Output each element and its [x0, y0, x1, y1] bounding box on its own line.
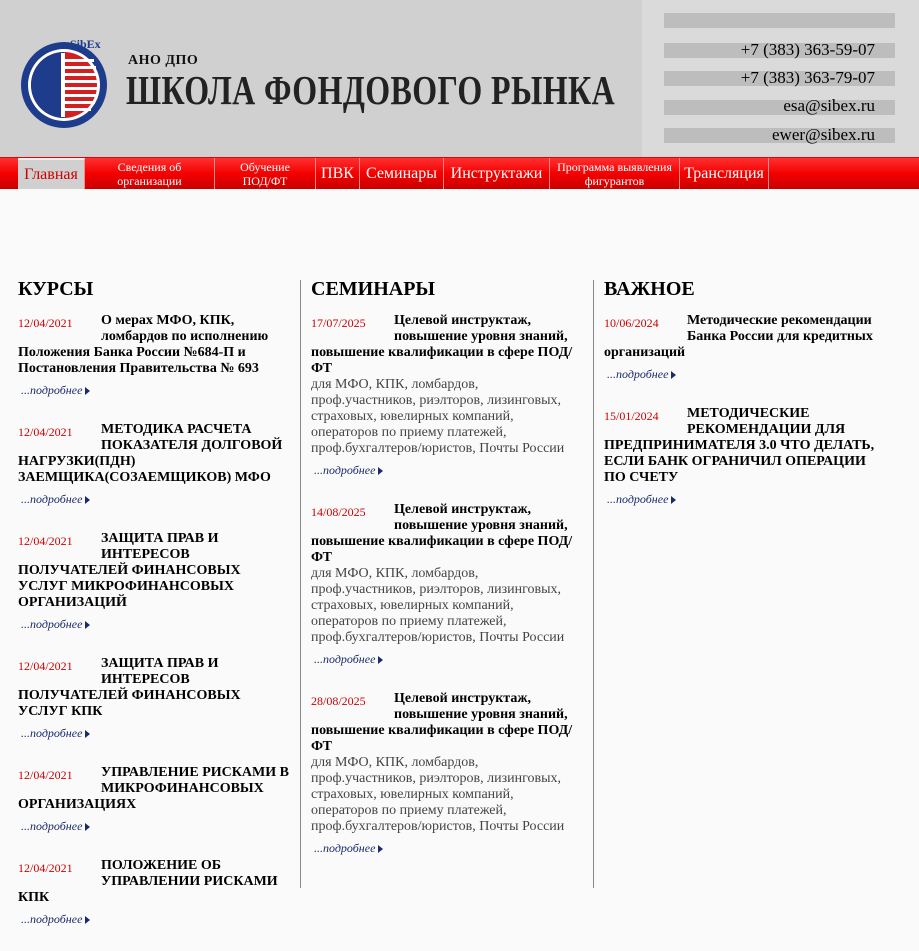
news-date: 15/01/2024 [604, 409, 659, 423]
news-title[interactable]: МЕТОДИКА РАСЧЕТА ПОКАЗАТЕЛЯ ДОЛГОВОЙ НАГРУЗКИ(ПДН) ЗАЕМЩИКА(СОЗАЕМЩИКОВ) МФО [18, 422, 283, 485]
news-title[interactable]: ЗАЩИТА ПРАВ И ИНТЕРЕСОВ ПОЛУЧАТЕЛЕЙ ФИНАНСОВЫХ УСЛУГ МИКРОФИНАНСОВЫХ ОРГАНИЗАЦИЙ [18, 531, 241, 610]
read-more-link[interactable] [21, 383, 290, 398]
read-more-link[interactable] [314, 652, 581, 667]
read-more-label: ...подробнее [21, 819, 83, 833]
important-title: ВАЖНОЕ [604, 278, 695, 300]
read-more-link[interactable] [21, 492, 290, 507]
news-item [18, 531, 290, 632]
logo-text: SibEx [70, 37, 101, 51]
read-more-link[interactable] [21, 912, 290, 927]
news-date: 12/04/2021 [18, 316, 73, 330]
arrow-right-icon [671, 496, 676, 504]
contact-email-2[interactable]: ewer@sibex.ru [772, 125, 875, 144]
news-head [311, 502, 581, 566]
arrow-right-icon [85, 730, 90, 738]
read-more-link[interactable] [607, 367, 876, 382]
news-item [311, 502, 581, 667]
read-more-link[interactable] [21, 819, 290, 834]
news-date: 14/08/2025 [311, 505, 366, 519]
courses-column [18, 278, 290, 951]
read-more-label: ...подробнее [21, 912, 83, 926]
news-description: для МФО, КПК, ломбардов, проф.участников, риэлторов, лизинговых, страховых, ювелирных компаний, операторов по приему платежей, проф.бухгалтеров/юристов, Почты России [311, 377, 565, 456]
important-column [604, 278, 876, 531]
news-item [18, 422, 290, 507]
sibex-logo-icon[interactable] [20, 35, 115, 130]
nav-item-training[interactable]: Обучение ПОД/ФТ [215, 158, 316, 189]
contact-email-1[interactable]: esa@sibex.ru [783, 96, 875, 115]
nav-item-pvk[interactable]: ПВК [316, 158, 360, 189]
read-more-label: ...подробнее [607, 492, 669, 506]
column-divider [593, 280, 594, 888]
news-title[interactable]: О мерах МФО, КПК, ломбардов по исполнению Положения Банка России №684-П и Постановления Правительства № 693 [18, 313, 269, 376]
arrow-right-icon [85, 621, 90, 629]
news-title[interactable]: Целевой инструктаж, повышение уровня знаний, повышение квалификации в сфере ПОД/ФТ [311, 691, 573, 754]
news-item [18, 765, 290, 834]
news-head [604, 313, 876, 361]
news-title[interactable]: УПРАВЛЕНИЕ РИСКАМИ В МИКРОФИНАНСОВЫХ ОРГАНИЗАЦИЯХ [18, 765, 289, 812]
news-item [604, 406, 876, 507]
arrow-right-icon [378, 467, 383, 475]
seminars-column [311, 278, 581, 880]
news-head [18, 313, 290, 377]
nav-item-briefings[interactable]: Инструктажи [444, 158, 550, 189]
news-title[interactable]: МЕТОДИЧЕСКИЕ РЕКОМЕНДАЦИИ ДЛЯ ПРЕДПРИНИМАТЕЛЯ 3.0 ЧТО ДЕЛАТЬ, ЕСЛИ БАНК ОГРАНИЧИЛ ОПЕРАЦИИ ПО СЧЕТУ [604, 406, 875, 485]
news-head [311, 313, 581, 377]
news-date: 12/04/2021 [18, 861, 73, 875]
news-item [18, 656, 290, 741]
news-title[interactable]: Методические рекомендации Банка России для кредитных организаций [604, 313, 873, 360]
header-brand-area [0, 0, 642, 157]
news-title[interactable]: Целевой инструктаж, повышение уровня знаний, повышение квалификации в сфере ПОД/ФТ [311, 502, 573, 565]
news-head [18, 656, 290, 720]
news-head [604, 406, 876, 486]
nav-item-home[interactable]: Главная [18, 158, 85, 189]
news-date: 12/04/2021 [18, 534, 73, 548]
courses-title: КУРСЫ [18, 278, 94, 300]
news-title[interactable]: Целевой инструктаж, повышение уровня знаний, повышение квалификации в сфере ПОД/ФТ [311, 313, 573, 376]
seminars-title: СЕМИНАРЫ [311, 278, 436, 300]
nav-item-screening[interactable]: Программа выявления фигурантов [550, 158, 680, 189]
read-more-label: ...подробнее [21, 492, 83, 506]
read-more-link[interactable] [314, 463, 581, 478]
news-head [18, 858, 290, 906]
courses-list [18, 313, 290, 927]
arrow-right-icon [85, 496, 90, 504]
read-more-link[interactable] [607, 492, 876, 507]
main-nav [0, 157, 919, 189]
read-more-label: ...подробнее [21, 617, 83, 631]
arrow-right-icon [85, 916, 90, 924]
news-head [18, 531, 290, 611]
news-date: 17/07/2025 [311, 316, 366, 330]
read-more-label: ...подробнее [21, 383, 83, 397]
column-divider [300, 280, 301, 888]
news-title[interactable]: ЗАЩИТА ПРАВ И ИНТЕРЕСОВ ПОЛУЧАТЕЛЕЙ ФИНАНСОВЫХ УСЛУГ КПК [18, 656, 241, 719]
news-description: для МФО, КПК, ломбардов, проф.участников, риэлторов, лизинговых, страховых, ювелирных компаний, операторов по приему платежей, проф.бухгалтеров/юристов, Почты России [311, 566, 565, 645]
nav-item-seminars[interactable]: Семинары [360, 158, 444, 189]
seminars-list [311, 313, 581, 856]
news-item [604, 313, 876, 382]
nav-item-about[interactable]: Сведения об организации [85, 158, 215, 189]
news-date: 12/04/2021 [18, 659, 73, 673]
news-title[interactable]: ПОЛОЖЕНИЕ ОБ УПРАВЛЕНИИ РИСКАМИ КПК [18, 858, 278, 905]
news-item [18, 858, 290, 927]
org-name: ШКОЛА ФОНДОВОГО РЫНКА [126, 67, 616, 113]
contact-phone-1: +7 (383) 363-59-07 [740, 40, 875, 59]
news-head [18, 422, 290, 486]
contact-phone-2: +7 (383) 363-79-07 [740, 68, 875, 87]
news-date: 28/08/2025 [311, 694, 366, 708]
news-item [311, 313, 581, 478]
org-type: АНО ДПО [128, 53, 199, 68]
news-item [18, 313, 290, 398]
read-more-link[interactable] [21, 726, 290, 741]
news-date: 12/04/2021 [18, 425, 73, 439]
arrow-right-icon [671, 371, 676, 379]
news-description: для МФО, КПК, ломбардов, проф.участников, риэлторов, лизинговых, страховых, ювелирных компаний, операторов по приему платежей, проф.бухгалтеров/юристов, Почты России [311, 755, 565, 834]
read-more-label: ...подробнее [314, 841, 376, 855]
read-more-link[interactable] [21, 617, 290, 632]
arrow-right-icon [378, 845, 383, 853]
read-more-link[interactable] [314, 841, 581, 856]
contact-stripe [664, 13, 895, 28]
nav-item-broadcast[interactable]: Трансляция [680, 158, 769, 189]
news-head [311, 691, 581, 755]
arrow-right-icon [378, 656, 383, 664]
read-more-label: ...подробнее [21, 726, 83, 740]
arrow-right-icon [85, 823, 90, 831]
news-date: 10/06/2024 [604, 316, 659, 330]
news-head [18, 765, 290, 813]
important-list [604, 313, 876, 507]
read-more-label: ...подробнее [314, 463, 376, 477]
arrow-right-icon [85, 387, 90, 395]
read-more-label: ...подробнее [607, 367, 669, 381]
site-header [0, 0, 919, 157]
news-date: 12/04/2021 [18, 768, 73, 782]
read-more-label: ...подробнее [314, 652, 376, 666]
news-item [311, 691, 581, 856]
